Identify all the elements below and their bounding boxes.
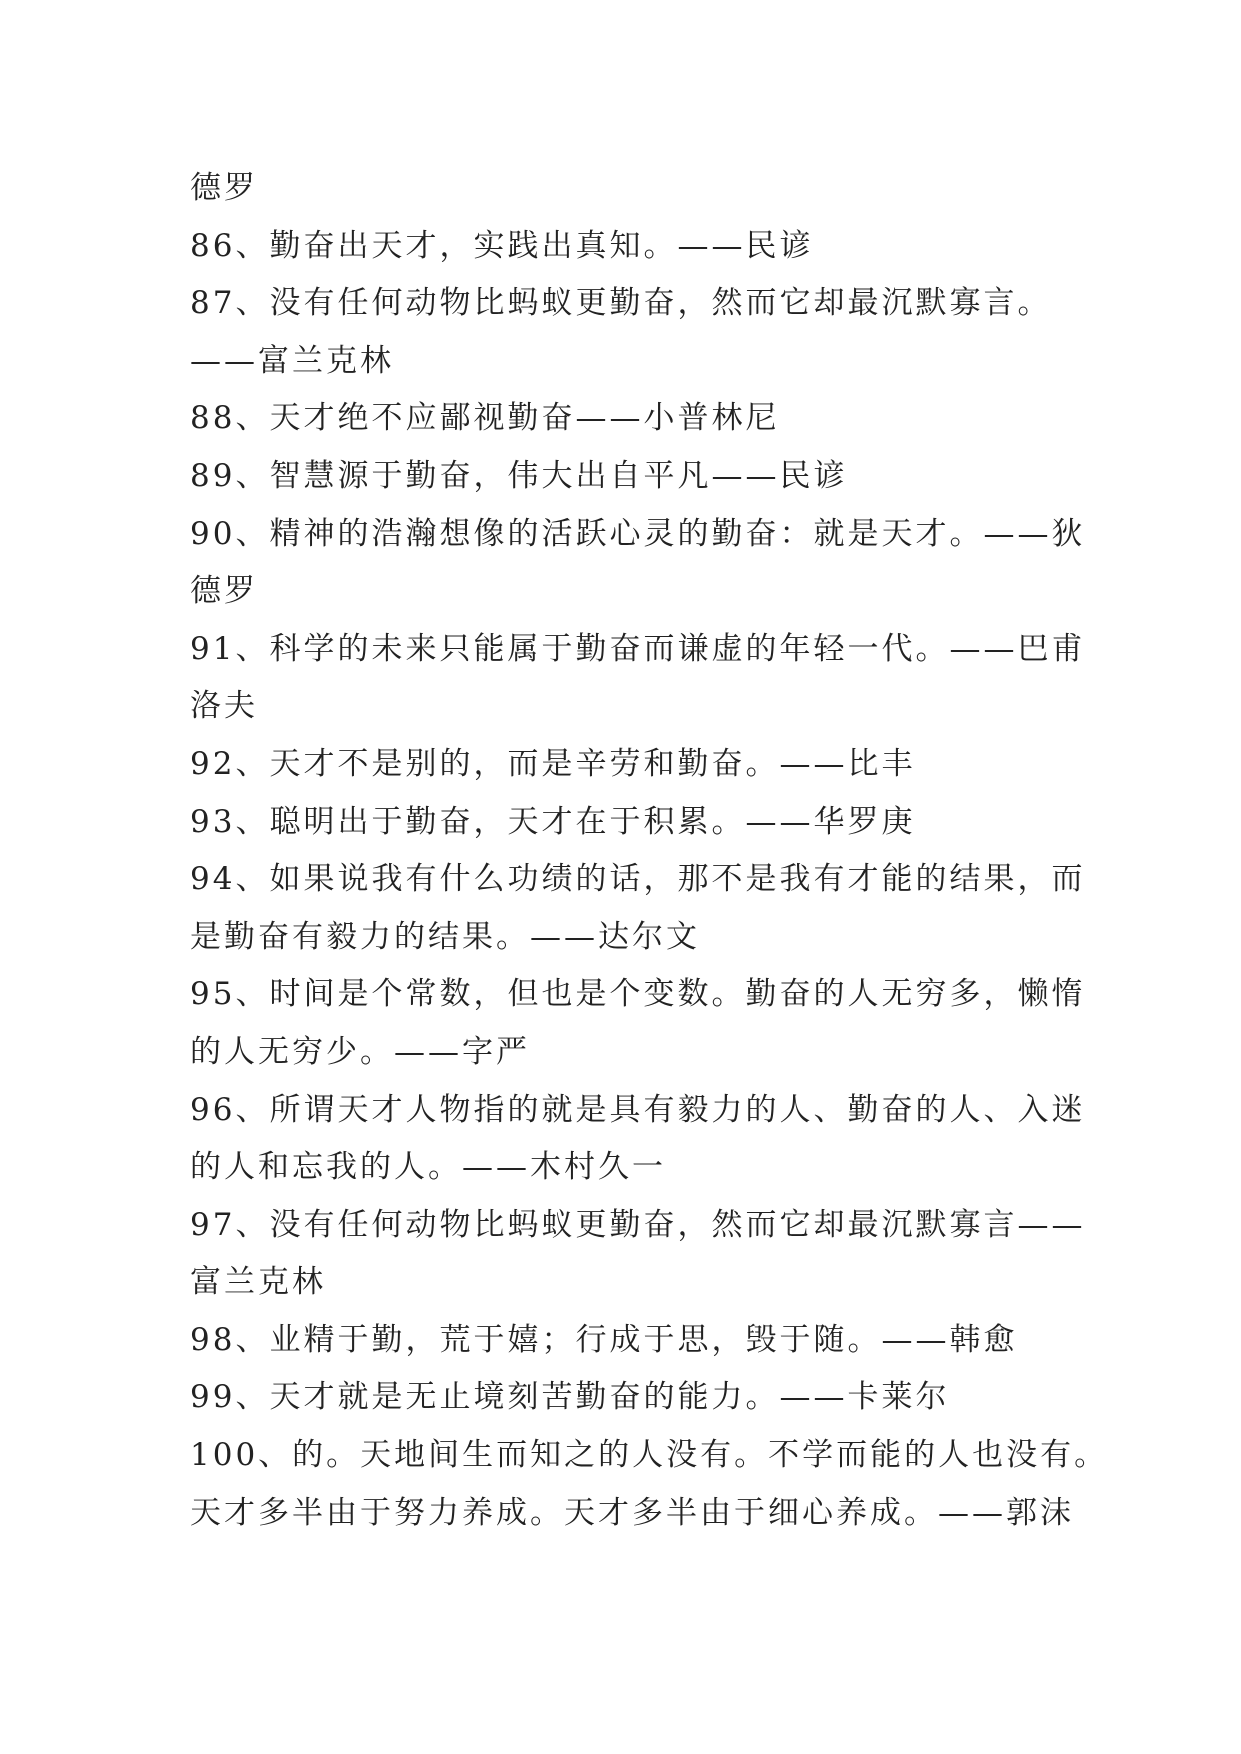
- text-line: 富兰克林: [190, 1264, 326, 1301]
- text-line: 100、的。天地间生而知之的人没有。不学而能的人也没有。: [190, 1437, 1109, 1474]
- text-line: 92、天才不是别的，而是辛劳和勤奋。——比丰: [190, 745, 916, 782]
- text-line: 88、天才绝不应鄙视勤奋——小普林尼: [190, 400, 780, 437]
- text-line: 89、智慧源于勤奋，伟大出自平凡——民谚: [190, 457, 848, 494]
- text-line: 95、时间是个常数，但也是个变数。勤奋的人无穷多，懒惰: [190, 976, 1086, 1013]
- text-line: 90、精神的浩瀚想像的活跃心灵的勤奋：就是天才。——狄: [190, 515, 1086, 552]
- text-line: 91、科学的未来只能属于勤奋而谦虚的年轻一代。——巴甫: [190, 630, 1086, 667]
- text-line: 93、聪明出于勤奋，天才在于积累。——华罗庚: [190, 803, 916, 840]
- text-line: ——富兰克林: [190, 342, 394, 379]
- text-line: 87、没有任何动物比蚂蚁更勤奋，然而它却最沉默寡言。: [190, 285, 1052, 322]
- text-line: 97、没有任何动物比蚂蚁更勤奋，然而它却最沉默寡言——: [190, 1206, 1086, 1243]
- text-line: 86、勤奋出天才，实践出真知。——民谚: [190, 227, 814, 264]
- text-line: 是勤奋有毅力的结果。——达尔文: [190, 918, 700, 955]
- text-line: 的人和忘我的人。——木村久一: [190, 1149, 666, 1186]
- text-line: 99、天才就是无止境刻苦勤奋的能力。——卡莱尔: [190, 1379, 950, 1416]
- quote-text-block: [190, 160, 1109, 1542]
- text-line: 天才多半由于努力养成。天才多半由于细心养成。——郭沫: [190, 1494, 1074, 1531]
- text-line: 96、所谓天才人物指的就是具有毅力的人、勤奋的人、入迷: [190, 1091, 1086, 1128]
- text-line: 98、业精于勤，荒于嬉；行成于思，毁于随。——韩愈: [190, 1321, 1018, 1358]
- text-line: 德罗: [190, 170, 258, 206]
- text-line: 洛夫: [190, 688, 258, 725]
- text-line: 94、如果说我有什么功绩的话，那不是我有才能的结果，而: [190, 861, 1086, 898]
- text-line: 德罗: [190, 573, 258, 610]
- text-line: 的人无穷少。——字严: [190, 1033, 530, 1070]
